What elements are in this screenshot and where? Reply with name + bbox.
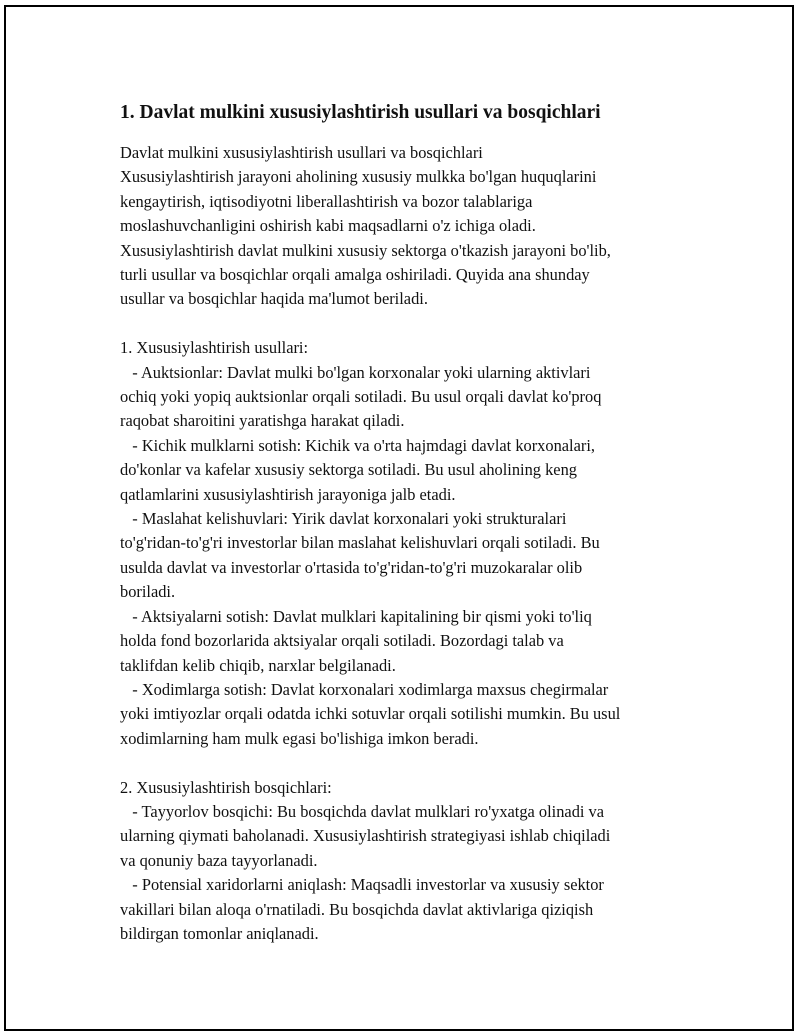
text-line: raqobat sharoitini yaratishga harakat qiladi.	[120, 411, 405, 431]
text-line: moslashuvchanligini oshirish kabi maqsadlarni o'z ichiga oladi.	[120, 216, 536, 236]
text-line: boriladi.	[120, 582, 176, 602]
text-line: Xususiylashtirish jarayoni aholining xususiy mulkka bo'lgan huquqlarini	[120, 167, 597, 187]
text-line: ularning qiymati baholanadi. Xususiylashtirish strategiyasi ishlab chiqiladi	[120, 826, 611, 846]
text-line: yoki imtiyozlar orqali odatda ichki sotuvlar orqali sotilishi mumkin. Bu usul	[120, 704, 621, 724]
text-line: usullar va bosqichlar haqida ma'lumot beriladi.	[120, 289, 428, 309]
text-line: qatlamlarini xususiylashtirish jarayoniga jalb etadi.	[120, 484, 456, 504]
text-line: do'konlar va kafelar xususiy sektorga sotiladi. Bu usul aholining keng	[120, 460, 577, 480]
text-line: vakillari bilan aloqa o'rnatiladi. Bu bosqichda davlat aktivlariga qiziqish	[120, 899, 594, 919]
text-line: bildirgan tomonlar aniqlanadi.	[120, 923, 319, 943]
section-heading: 2. Xususiylashtirish bosqichlari:	[120, 777, 332, 797]
text-line: - Aktsiyalarni sotish: Davlat mulklari kapitalining bir qismi yoki to'liq	[120, 606, 592, 626]
document-body	[120, 99, 720, 946]
text-line: usulda davlat va investorlar o'rtasida to'g'ridan-to'g'ri muzokaralar olib	[120, 557, 583, 577]
text-line: - Potensial xaridorlarni aniqlash: Maqsadli investorlar va xususiy sektor	[120, 875, 604, 895]
stages-section	[120, 776, 720, 947]
text-line: va qonuniy baza tayyorlanadi.	[120, 850, 318, 870]
methods-section	[120, 336, 720, 751]
page-frame	[4, 5, 794, 1031]
text-line: xodimlarning ham mulk egasi bo'lishiga imkon beradi.	[120, 728, 479, 748]
text-line: holda fond bozorlarida aktsiyalar orqali sotiladi. Bozordagi talab va	[120, 631, 564, 651]
text-line: kengaytirish, iqtisodiyotni liberallashtirish va bozor talablariga	[120, 191, 533, 211]
text-line: - Kichik mulklarni sotish: Kichik va o'rta hajmdagi davlat korxonalari,	[120, 435, 595, 455]
text-line: to'g'ridan-to'g'ri investorlar bilan maslahat kelishuvlari orqali sotiladi. Bu	[120, 533, 600, 553]
text-line: Davlat mulkini xususiylashtirish usullari va bosqichlari	[120, 143, 483, 162]
text-line: Xususiylashtirish davlat mulkini xususiy sektorga o'tkazish jarayoni bo'lib,	[120, 240, 611, 260]
paragraph-gap	[120, 312, 720, 336]
text-line: - Maslahat kelishuvlari: Yirik davlat korxonalari yoki strukturalari	[120, 509, 567, 529]
document-title: 1. Davlat mulkini xususiylashtirish usullari va bosqichlari	[120, 102, 601, 123]
paragraph-gap	[120, 751, 720, 775]
intro-paragraph	[120, 141, 720, 312]
text-line: ochiq yoki yopiq auktsionlar orqali sotiladi. Bu usul orqali davlat ko'proq	[120, 387, 602, 407]
text-line: - Auktsionlar: Davlat mulki bo'lgan korxonalar yoki ularning aktivlari	[120, 362, 591, 382]
section-heading: 1. Xususiylashtirish usullari:	[120, 338, 309, 358]
text-line: turli usullar va bosqichlar orqali amalga oshiriladi. Quyida ana shunday	[120, 265, 590, 285]
text-line: - Tayyorlov bosqichi: Bu bosqichda davlat mulklari ro'yxatga olinadi va	[120, 801, 605, 821]
text-line: - Xodimlarga sotish: Davlat korxonalari xodimlarga maxsus chegirmalar	[120, 679, 609, 699]
text-line: taklifdan kelib chiqib, narxlar belgilanadi.	[120, 655, 396, 675]
